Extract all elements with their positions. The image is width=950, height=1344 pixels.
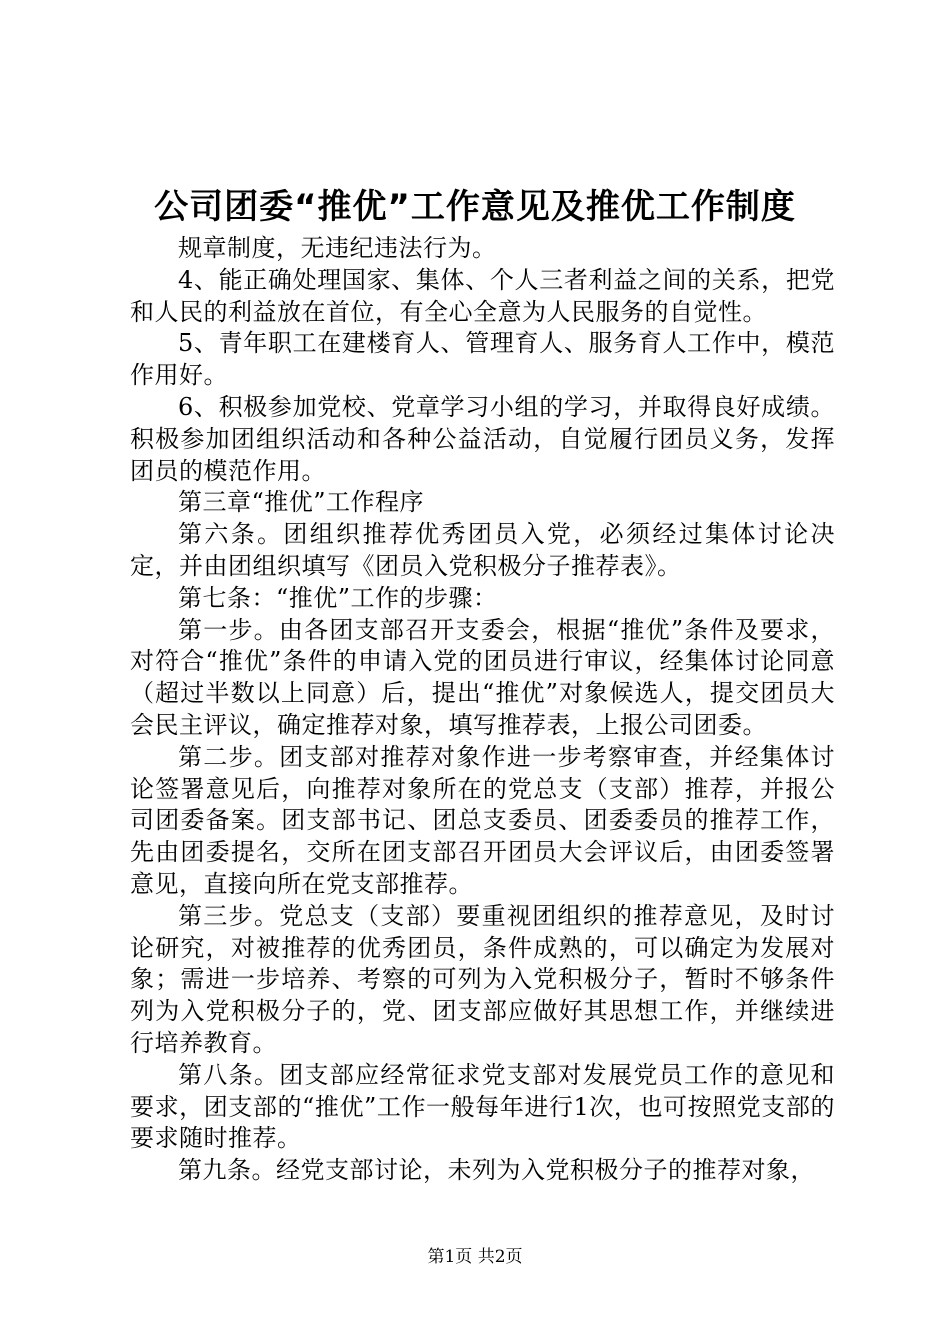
paragraph: 第三步。党总支（支部）要重视团组织的推荐意见，及时讨论研究，对被推荐的优秀团员，条件成熟的，可以确定为发展对象；需进一步培养、考察的可列为入党积极分子，暂时不够条件列为入党积极分子的，党、团支部应做好其思想工作，并继续进行培养教育。 bbox=[130, 901, 835, 1057]
paragraph: 第九条。经党支部讨论，未列为入党积极分子的推荐对象， bbox=[178, 1156, 815, 1185]
paragraph: 5、青年职工在建楼育人、管理育人、服务育人工作中，模范作用好。 bbox=[130, 329, 835, 390]
paragraph: 第二步。团支部对推荐对象作进一步考察审查，并经集体讨论签署意见后，向推荐对象所在的党总支（支部）推荐，并报公司团委备案。团支部书记、团总支委员、团委委员的推荐工作，先由团委提名，交所在团支部召开团员大会评议后，由团委签署意见，直接向所在党支部推荐。 bbox=[130, 742, 835, 898]
paragraph: 第七条：“推优”工作的步骤： bbox=[178, 583, 498, 612]
paragraph: 第一步。由各团支部召开支委会，根据“推优”条件及要求，对符合“推优”条件的申请入党的团员进行审议，经集体讨论同意（超过半数以上同意）后，提出“推优”对象候选人，提交团员大会民主评议，确定推荐对象，填写推荐表，上报公司团委。 bbox=[130, 615, 835, 739]
paragraph: 6、积极参加党校、党章学习小组的学习，并取得良好成绩。积极参加团组织活动和各种公益活动，自觉履行团员义务，发挥团员的模范作用。 bbox=[130, 392, 835, 485]
paragraph: 规章制度，无违纪违法行为。 bbox=[178, 234, 497, 262]
document-body bbox=[130, 233, 835, 1187]
paragraph: 第八条。团支部应经常征求党支部对发展党员工作的意见和要求，团支部的“推优”工作一般每年进行1次，也可按照党支部的要求随时推荐。 bbox=[130, 1060, 835, 1153]
paragraph: 4、能正确处理国家、集体、个人三者利益之间的关系，把党和人民的利益放在首位，有全心全意为人民服务的自觉性。 bbox=[130, 265, 835, 326]
page-number-footer: 第1页 共2页 bbox=[427, 1247, 523, 1267]
document-title: 公司团委“推优”工作意见及推优工作制度 bbox=[154, 187, 796, 227]
chapter-heading: 第三章“推优”工作程序 bbox=[178, 488, 425, 517]
paragraph: 第六条。团组织推荐优秀团员入党，必须经过集体讨论决定，并由团组织填写《团员入党积极分子推荐表》。 bbox=[130, 520, 835, 580]
